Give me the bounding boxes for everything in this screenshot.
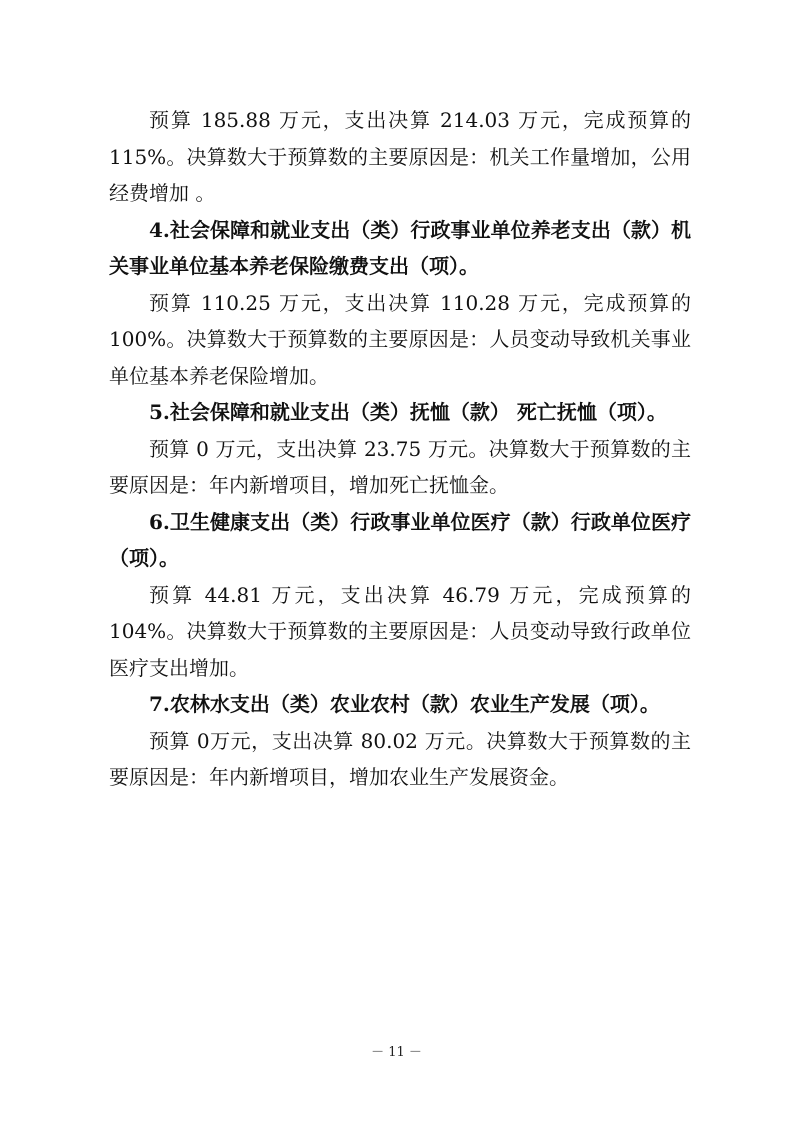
paragraph-item-4-detail: 预算 110.25 万元，支出决算 110.28 万元，完成预算的 100%。决算数大于预算数的主要原因是：人员变动导致机关事业单位基本养老保险增加。 xyxy=(109,290,691,388)
heading-item-4: 4.社会保障和就业支出（类）行政事业单位养老支出（款）机关事业单位基本养老保险缴费支出（项）。 xyxy=(109,217,691,278)
paragraph-item-5-detail: 预算 0 万元，支出决算 23.75 万元。决算数大于预算数的主要原因是：年内新增项目，增加死亡抚恤金。 xyxy=(109,436,691,497)
document-body xyxy=(109,102,691,796)
heading-item-7: 7.农林水支出（类）农业农村（款）农业生产发展（项）。 xyxy=(149,692,660,716)
paragraph-item-6-detail: 预算 44.81 万元，支出决算 46.79 万元，完成预算的 104%。决算数大于预算数的主要原因是：人员变动导致行政单位医疗支出增加。 xyxy=(109,582,691,680)
heading-item-6: 6.卫生健康支出（类）行政事业单位医疗（款）行政单位医疗（项）。 xyxy=(109,509,691,570)
heading-item-5: 5.社会保障和就业支出（类）抚恤（款） 死亡抚恤（项）。 xyxy=(149,400,667,424)
page-number: － 11 － xyxy=(371,1045,422,1060)
paragraph-item-3-detail: 预算 185.88 万元，支出决算 214.03 万元，完成预算的115%。决算数大于预算数的主要原因是：机关工作量增加，公用经费增加 。 xyxy=(109,108,691,205)
paragraph-item-7-detail: 预算 0万元，支出决算 80.02 万元。决算数大于预算数的主要原因是：年内新增项目，增加农业生产发展资金。 xyxy=(109,728,691,789)
